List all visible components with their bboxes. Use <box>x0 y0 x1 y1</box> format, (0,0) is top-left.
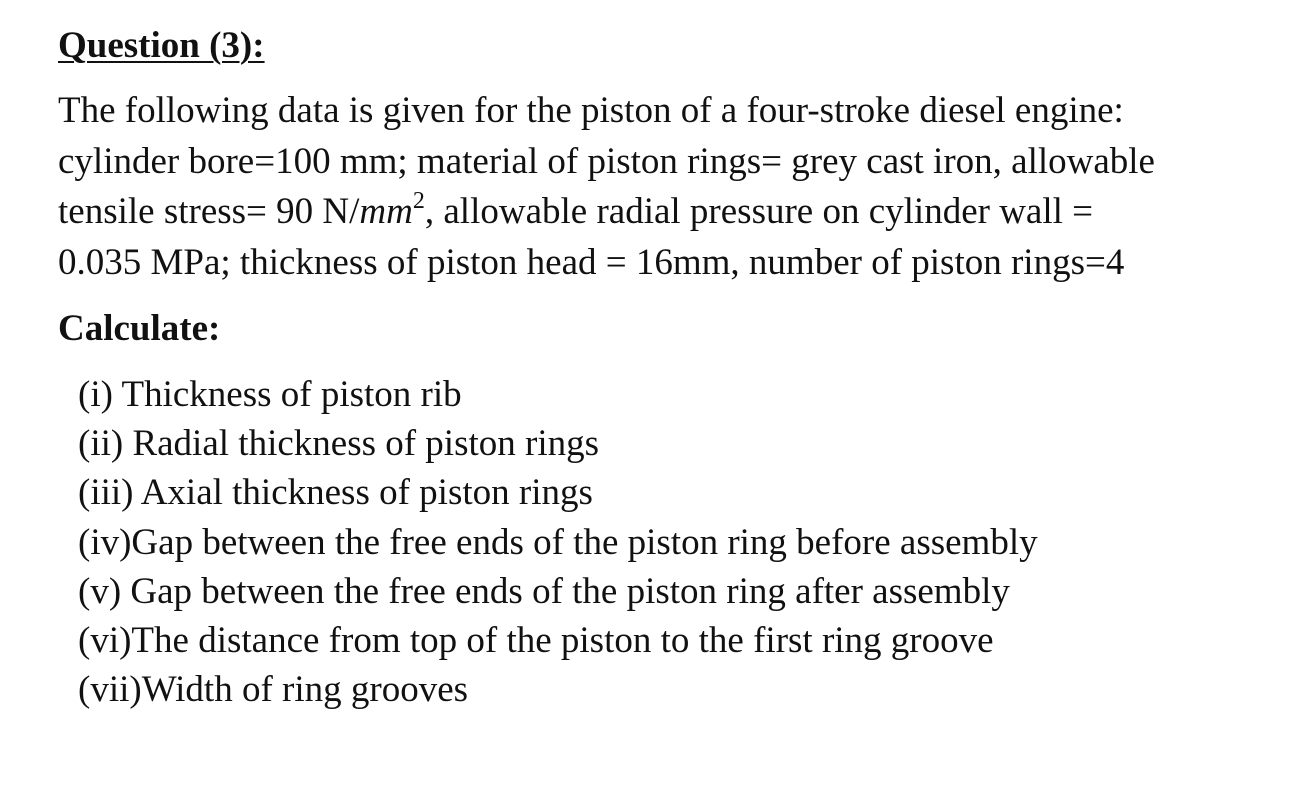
list-item: (i) Thickness of piston rib <box>78 374 462 415</box>
list-item: (v) Gap between the free ends of the piston ring after assembly <box>78 570 1010 612</box>
list-item: (iv)Gap between the free ends of the piston ring before assembly <box>78 521 1038 563</box>
stress-unit-math <box>359 188 425 232</box>
list-item: (iii) Axial thickness of piston rings <box>78 472 593 514</box>
stress-text: tensile stress= 90 N/ <box>58 191 360 232</box>
question-heading: Question (3): <box>58 25 265 66</box>
statement-line-3 <box>58 187 1155 238</box>
pressure-text: , allowable radial pressure on cylinder wall = <box>424 191 1094 232</box>
calculate-label: Calculate: <box>58 308 221 349</box>
list-item: (ii) Radial thickness of piston rings <box>78 423 600 465</box>
list-item: (vi)The distance from top of the piston to the first ring groove <box>78 620 994 662</box>
stress-unit-exponent: 2 <box>412 188 425 214</box>
statement-line-2: cylinder bore=100 mm; material of piston rings= grey cast iron, allowable <box>58 140 1155 182</box>
problem-statement <box>58 86 1155 288</box>
statement-line-1: The following data is given for the piston of a four-stroke diesel engine: <box>58 90 1124 131</box>
calculation-items-list <box>78 370 1038 714</box>
list-item: (vii)Width of ring grooves <box>78 669 469 711</box>
stress-unit-base: mm <box>359 191 413 232</box>
statement-line-4: 0.035 MPa; thickness of piston head = 16mm, number of piston rings=4 <box>58 241 1125 283</box>
